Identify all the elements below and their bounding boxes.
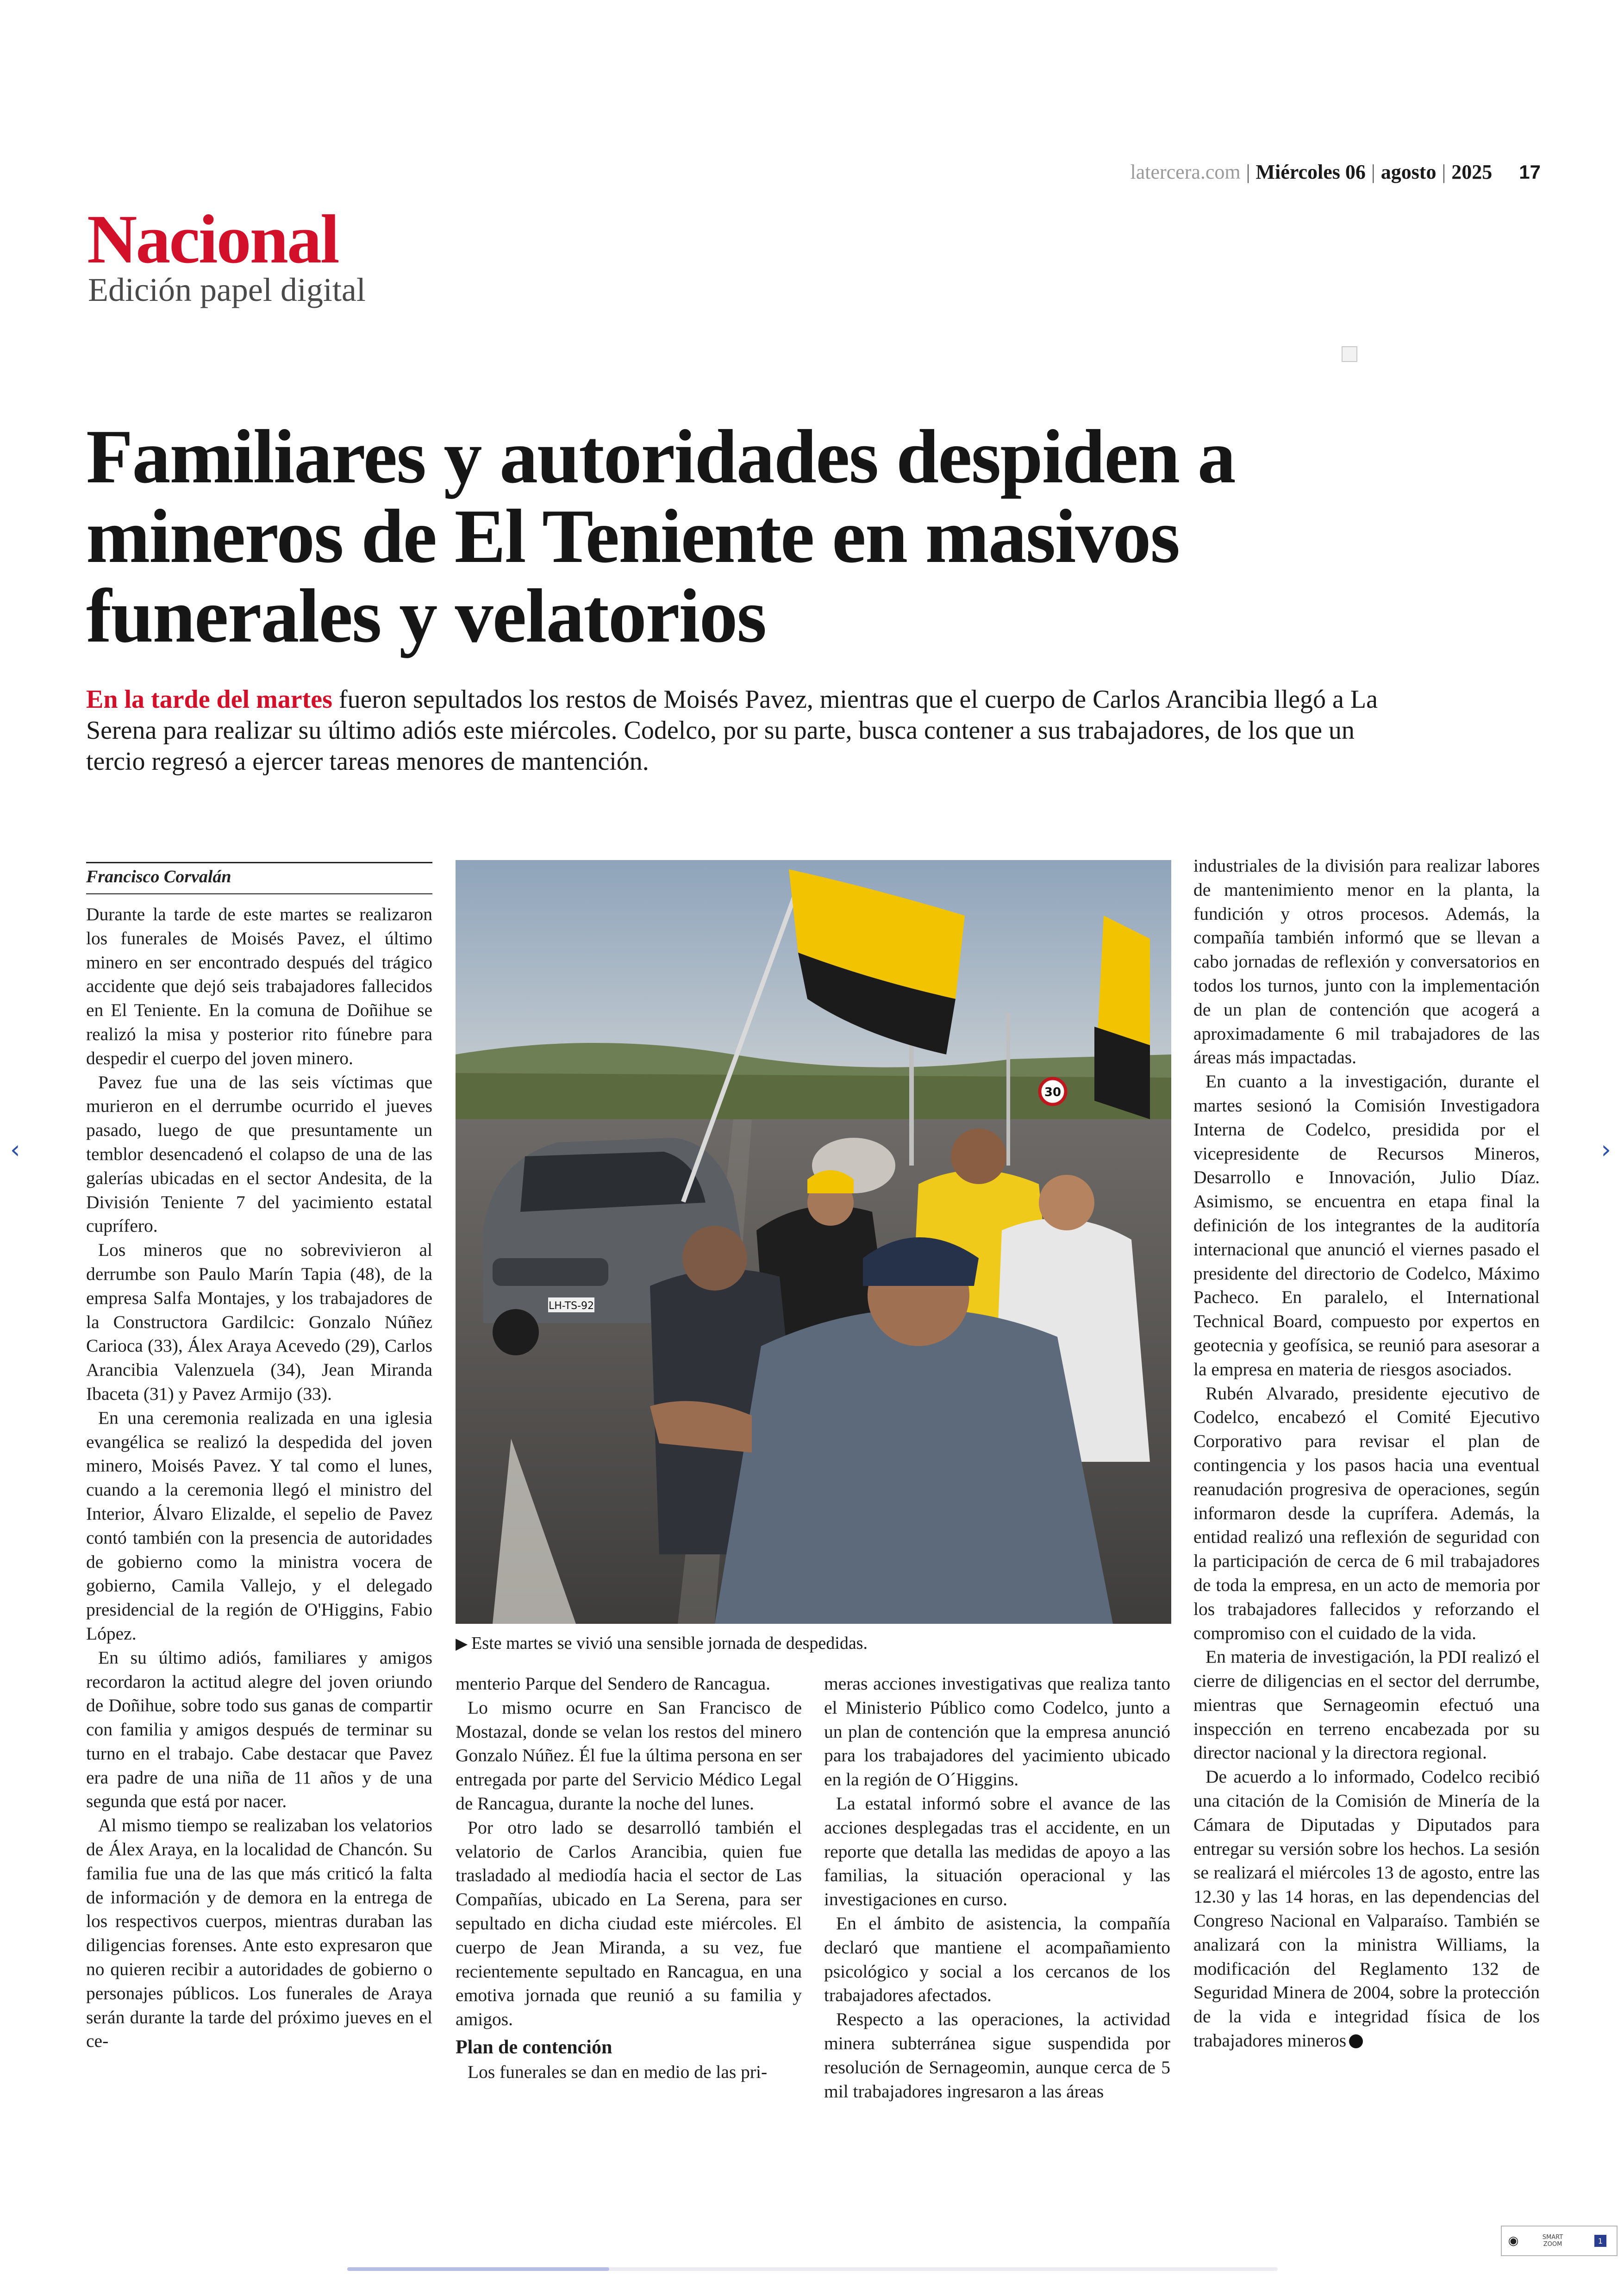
paragraph-text: De acuerdo a lo informado, Codelco recibió una citación de la Comisión de Minería de la Cámara de Diputadas y Diputados para entregar su versión sobre los hechos. La sesión se realizará el miércoles 13 de agosto, entre las 12.30 y las 14 horas, en las dependencias del Congreso Nacional en Valparaíso. También se analizará con la ministra Williams, la modificación del Reglamento 132 de Seguridad Minera de 2004, sobre la protección de la vida e integridad física de los trabajadores mineros bbox=[1193, 1766, 1540, 2051]
byline: Francisco Corvalán bbox=[86, 867, 231, 886]
date-month: agosto bbox=[1380, 161, 1437, 183]
date-day: Miércoles 06 bbox=[1255, 161, 1366, 183]
byline-rule bbox=[86, 893, 432, 894]
site-name: latercera.com bbox=[1130, 161, 1241, 183]
date-year: 2025 bbox=[1451, 161, 1493, 183]
road-sign-text: 30 bbox=[1044, 1085, 1062, 1099]
masthead: latercera.com | Miércoles 06 | agosto | 2025 17 bbox=[1130, 161, 1541, 183]
paragraph: En una ceremonia realizada en una iglesia evangélica se realizó la despedida del joven minero, Moisés Pavez. Y tal como el lunes, cuando a la ceremonia llegó el ministro del Interior, Álvaro Elizalde, el sepelio de Pavez contó también con la presencia de autoridades de gobierno como la ministra vocera de gobierno, Camila Vallejo, y el delegado presidencial de la región de O'Higgins, Fabio López. bbox=[86, 1407, 432, 1644]
page-scrollbar-thumb[interactable] bbox=[347, 2267, 609, 2271]
paragraph: Respecto a las operaciones, la actividad minera subterránea sigue suspendida por resolución de Sernageomin, aunque cerca de 5 mil trabajadores ingresaron a las áreas bbox=[824, 2009, 1170, 2102]
article-photo bbox=[456, 860, 1171, 1624]
paragraph: Los funerales se dan en medio de las pri- bbox=[468, 2061, 768, 2082]
paragraph: La estatal informó sobre el avance de las acciones desplegadas tras el accidente, en un reporte que detalla las medidas de apoyo a las familias, la situación operacional y las investigaciones en curso. bbox=[824, 1793, 1170, 1910]
article-column-1 bbox=[86, 903, 432, 2053]
caption-triangle-icon: ▶ bbox=[456, 1635, 468, 1653]
paragraph bbox=[1193, 1765, 1540, 2053]
caption-text: Este martes se vivió una sensible jornada de despedidas. bbox=[471, 1634, 868, 1653]
paragraph: Durante la tarde de este martes se realizaron los funerales de Moisés Pavez, el último minero en ser encontrado después del trágico accidente que dejó seis trabajadores fallecidos en El Teniente. En la comuna de Doñihue se realizó la misa y posterior rito fúnebre para despedir el cuerpo del joven minero. bbox=[86, 904, 432, 1068]
zoom-count-badge: 1 bbox=[1594, 2235, 1606, 2247]
page-number: 17 bbox=[1519, 161, 1541, 183]
paragraph: Pavez fue una de las seis víctimas que murieron en el derrumbe ocurrido el jueves pasado, luego de que presuntamente un temblor desencadenó el colapso de una de las galerías ubicadas en el sector Andesita, de la División Teniente 7 del yacimiento estatal cuprífero. bbox=[86, 1072, 432, 1236]
end-mark-icon bbox=[1349, 2034, 1363, 2048]
paragraph: En su último adiós, familiares y amigos recordaron la actitud alegre del joven oriundo de Doñihue, sobre todo sus ganas de compartir con familia y amigos después de terminar su turno en el trabajo. Cabe destacar que Pavez era padre de una niña de 11 años y de una segunda que está por nacer. bbox=[86, 1647, 432, 1812]
byline-rule bbox=[86, 862, 432, 863]
article-column-4 bbox=[1193, 854, 1540, 2053]
paragraph: Los mineros que no sobrevivieron al derrumbe son Paulo Marín Tapia (48), de la empresa Salfa Montajes, y los trabajadores de la Constructora Gardilcic: Gonzalo Núñez Carioca (33), Álex Araya Acevedo (29), Carlos Arancibia Valenzuela (34), Jean Miranda Ibaceta (31) y Pavez Armijo (33). bbox=[86, 1240, 432, 1404]
section-subtitle: Edición papel digital bbox=[88, 271, 366, 308]
paragraph: En materia de investigación, la PDI realizó el cierre de diligencias en el sector del derrumbe, mientras que Sernageomin efectuó una inspección en terreno encabezada por su director nacional y la directora regional. bbox=[1193, 1646, 1540, 1763]
license-plate: LH-TS-92 bbox=[548, 1300, 594, 1312]
article-column-3 bbox=[824, 1672, 1170, 2103]
lede-highlight: En la tarde del martes bbox=[86, 685, 332, 714]
chevron-left-icon[interactable]: ‹ bbox=[10, 1135, 20, 1164]
paragraph: industriales de la división para realizar labores de mantenimiento menor en la planta, la fundición y otros procesos. Además, la compañía también informó que se llevan a cabo jornadas de reflexión y conversatorios en todos los turnos, junto con la implementación de un plan de contención que acogerá a aproximadamente 6 mil trabajadores de las áreas más impactadas. bbox=[1193, 855, 1540, 1068]
article-lede bbox=[86, 684, 1401, 777]
paragraph: Al mismo tiempo se realizaban los velatorios de Álex Araya, en la localidad de Chancón. Su familia fue una de las que más criticó la falta de información y de demora en la entrega de los respectivos cuerpos, mientras duraban las diligencias forenses. Ante esto expresaron que no quieren recibir a autoridades de gobierno o personajes públicos. Los funerales de Araya serán durante la tarde del próximo jueves en el ce- bbox=[86, 1815, 432, 2052]
subhead: Plan de contención bbox=[456, 2036, 612, 2058]
photo-caption bbox=[456, 1633, 1171, 1653]
smart-zoom-button[interactable] bbox=[1501, 2226, 1618, 2256]
section-title: Nacional bbox=[87, 201, 338, 278]
paragraph: Lo mismo ocurre en San Francisco de Mostazal, donde se velan los restos del minero Gonzalo Núñez. Él fue la última persona en ser entregada por parte del Servicio Médico Legal de Rancagua, durante la noche del lunes. bbox=[456, 1697, 802, 1814]
ad-marker-icon bbox=[1342, 346, 1357, 362]
paragraph: Por otro lado se desarrolló también el velatorio de Carlos Arancibia, quien fue trasladado al mediodía hacia el sector de Las Compañías, ubicado en La Serena, para ser sepultado en dicha ciudad este miércoles. El cuerpo de Jean Miranda, a su vez, fue recientemente sepultado en Rancagua, en una emotiva jornada que reunió a su familia y amigos. bbox=[456, 1817, 802, 2030]
paragraph: meras acciones investigativas que realiza tanto el Ministerio Público como Codelco, junto a un plan de contención que la empresa anunció para los trabajadores del yacimiento ubicado en la región de O´Higgins. bbox=[824, 1673, 1170, 1790]
paragraph: Rubén Alvarado, presidente ejecutivo de Codelco, encabezó el Comité Ejecutivo Corporativo para revisar el plan de contingencia y los pasos hacia una eventual reanudación progresiva de operaciones, según informaron desde la cuprífera. Además, la entidad realizó una reflexión de seguridad con la participación de cerca de 6 mil trabajadores de toda la empresa, en un acto de memoria por los trabajadores fallecidos y reforzando el compromiso con el cuidado de la vida. bbox=[1193, 1383, 1540, 1643]
paragraph: En el ámbito de asistencia, la compañía declaró que mantiene el acompañamiento psicológico y social a los cercanos de los trabajadores afectados. bbox=[824, 1913, 1170, 2006]
chevron-right-icon[interactable]: › bbox=[1601, 1135, 1611, 1164]
eye-icon: ◉ bbox=[1508, 2234, 1519, 2248]
lede-text: fueron sepultados los restos de Moisés Pavez, mientras que el cuerpo de Carlos Arancibia llegó a La Serena para realizar su último adiós este miércoles. Codelco, por su parte, busca contener a sus trabajadores, de los que un tercio regresó a ejercer tareas menores de mantención. bbox=[86, 685, 1378, 776]
article-column-2 bbox=[456, 1672, 802, 2084]
paragraph: menterio Parque del Sendero de Rancagua. bbox=[456, 1673, 771, 1694]
smart-zoom-label: SMART ZOOM bbox=[1542, 2234, 1563, 2248]
paragraph: En cuanto a la investigación, durante el martes sesionó la Comisión Investigadora Interna de Codelco, presidida por el vicepresidente de Recursos Mineros, Desarrollo e Innovación, Julio Díaz. Asimismo, se encuentra en etapa final la definición de los integrantes de la auditoría internacional que anunció el viernes pasado el presidente del directorio de Codelco, Máximo Pacheco. En paralelo, el International Technical Board, compuesto por expertos en geotecnia y geofísica, se reunió para asesorar a la empresa en materia de riesgos asociados. bbox=[1193, 1071, 1540, 1379]
article-headline: Familiares y autoridades despiden a mineros de El Teniente en masivos funerales y velatorios bbox=[86, 414, 1235, 658]
